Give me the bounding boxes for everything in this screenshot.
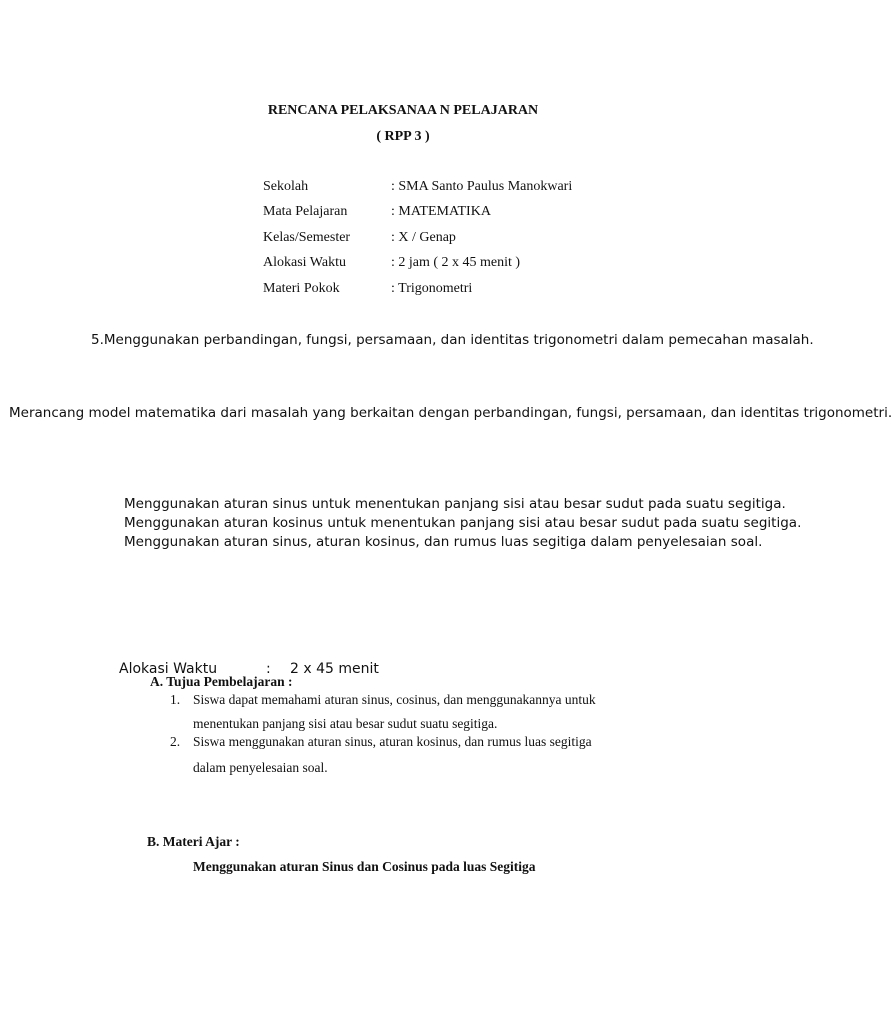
main-material-label: Materi Pokok: [263, 281, 340, 296]
main-material-value: : Trigonometri: [391, 281, 473, 296]
subject-label: Mata Pelajaran: [263, 204, 348, 219]
time-allocation-label: Alokasi Waktu: [263, 255, 346, 270]
competency-standard: 5.Menggunakan perbandingan, fungsi, persamaan, dan identitas trigonometri dalam pemecahan masalah.: [91, 332, 814, 348]
time-allocation-overlay-value: 2 x 45 menit: [290, 661, 379, 677]
document-subtitle: ( RPP 3 ): [376, 129, 430, 144]
time-allocation-overlay-label: Alokasi Waktu: [119, 661, 218, 677]
class-semester-label: Kelas/Semester: [263, 230, 351, 245]
subject-value: : MATEMATIKA: [391, 204, 491, 219]
time-allocation-value: : 2 jam ( 2 x 45 menit ): [391, 255, 521, 270]
time-allocation-overlay-colon: :: [266, 661, 271, 677]
objective-text: Siswa dapat memahami aturan sinus, cosinus, dan menggunakannya untuk: [193, 692, 596, 707]
objective-number: 1.: [170, 692, 181, 707]
class-semester-value: : X / Genap: [391, 230, 456, 245]
section-b-subheading: Menggunakan aturan Sinus dan Cosinus pada luas Segitiga: [193, 859, 536, 874]
school-label: Sekolah: [263, 179, 309, 194]
indicator-item: Menggunakan aturan sinus untuk menentukan panjang sisi atau besar sudut pada suatu segitiga.: [124, 496, 786, 512]
school-value: : SMA Santo Paulus Manokwari: [391, 179, 573, 194]
objective-text-continued: dalam penyelesaian soal.: [193, 760, 328, 775]
indicator-item: Menggunakan aturan kosinus untuk menentukan panjang sisi atau besar sudut pada suatu segitiga.: [124, 515, 802, 531]
objective-text-continued: menentukan panjang sisi atau besar sudut suatu segitiga.: [193, 716, 498, 731]
objective-text: Siswa menggunakan aturan sinus, aturan kosinus, dan rumus luas segitiga: [193, 734, 592, 749]
document-title: RENCANA PELAKSANAA N PELAJARAN: [267, 103, 539, 118]
section-b-heading: B. Materi Ajar :: [147, 834, 240, 849]
section-a-heading: A. Tujua Pembelajaran :: [150, 674, 293, 689]
objective-number: 2.: [170, 734, 181, 749]
basic-competency: Merancang model matematika dari masalah yang berkaitan dengan perbandingan, fungsi, persamaan, dan identitas trigonometri.: [9, 405, 892, 421]
indicator-item: Menggunakan aturan sinus, aturan kosinus, dan rumus luas segitiga dalam penyelesaian soal.: [124, 534, 763, 550]
